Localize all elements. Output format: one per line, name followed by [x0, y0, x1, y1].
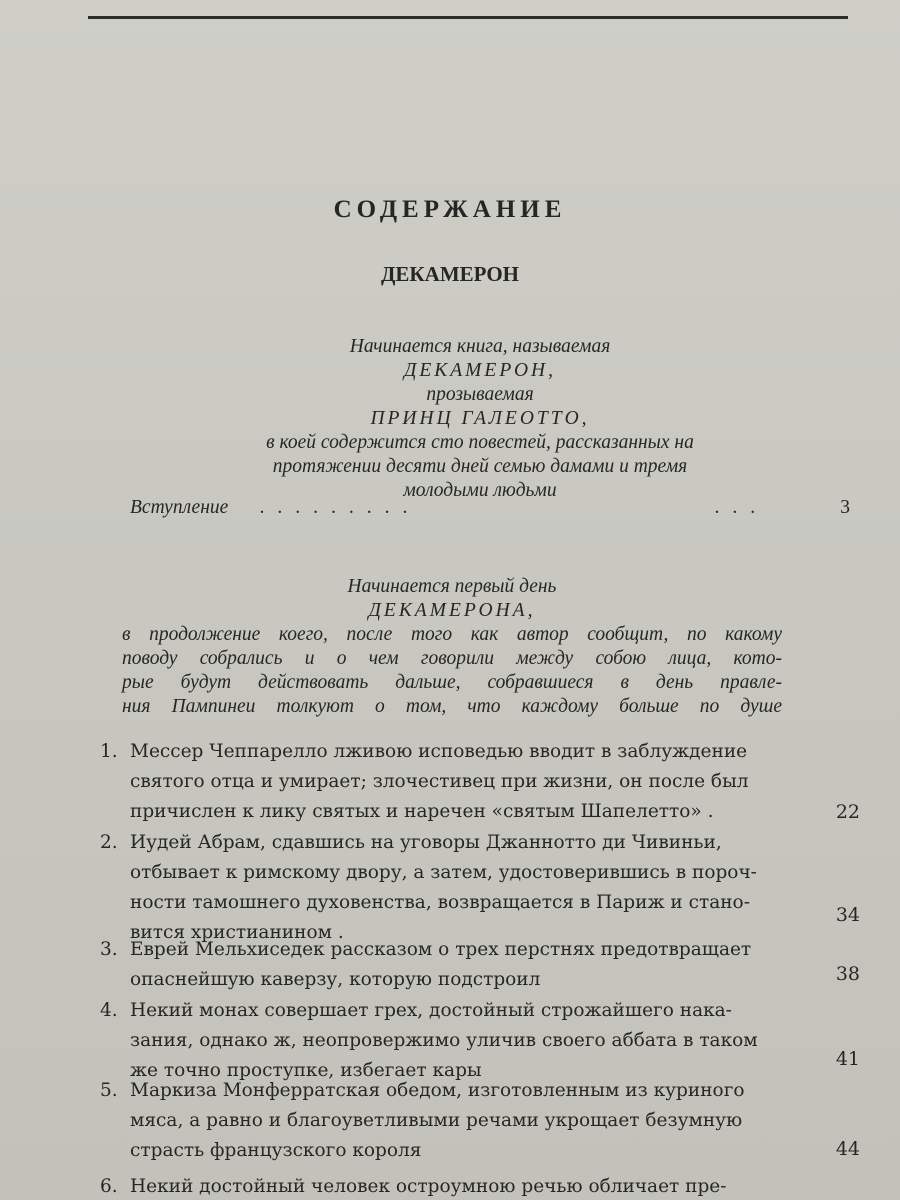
toc-story-6 — [100, 1172, 860, 1200]
preface-label: Вступление — [130, 497, 229, 518]
story-page-number: 41 — [835, 1048, 860, 1070]
leader-dots: ... — [715, 497, 769, 518]
story-page-number: 38 — [835, 963, 860, 985]
day-line: ДЕКАМЕРОНА, — [368, 600, 536, 621]
story-number: 2. — [100, 832, 118, 853]
story-number: 4. — [100, 1000, 118, 1021]
story-line: же точно проступке, избегает кары — [130, 1060, 482, 1081]
story-page-number: 34 — [835, 904, 860, 926]
story-number: 1. — [100, 741, 118, 762]
story-text — [130, 1172, 780, 1200]
story-line: Еврей Мельхиседек рассказом о трех перстнях предотвращает — [130, 939, 752, 960]
story-text — [130, 1076, 780, 1166]
story-line: зания, однако ж, неопровержимо уличив своего аббата в таком — [130, 1030, 758, 1051]
day-line: ния Пампинеи толкуют о том, что каждому больше по душе — [122, 696, 782, 717]
story-line: Иудей Абрам, сдавшись на уговоры Джаннотто ди Чивиньи, — [130, 832, 722, 853]
story-line: Мессер Чеппарелло лживою исповедью вводит в заблуждение — [130, 741, 748, 762]
story-line: вится христианином . — [130, 922, 344, 943]
story-line: Некий монах совершает грех, достойный строжайшего нака- — [130, 1000, 732, 1021]
intro-line: Начинается книга, называемая — [349, 336, 611, 357]
story-line: причислен к лику святых и наречен «святым Шапелетто» . — [130, 801, 714, 822]
day-line: Начинается первый день — [347, 576, 557, 597]
story-line: ности тамошнего духовенства, возвращается в Париж и стано- — [130, 892, 750, 913]
top-rule — [88, 16, 848, 19]
preface-entry — [130, 497, 855, 523]
toc-story-1 — [100, 737, 860, 827]
story-line: страсть французского короля — [130, 1140, 422, 1161]
story-line: отбывает к римскому двору, а затем, удостоверившись в пороч- — [130, 862, 757, 883]
day-line: поводу собрались и о чем говорили между собою лица, кото- — [122, 648, 782, 669]
story-number: 5. — [100, 1080, 118, 1101]
story-text — [130, 828, 780, 948]
day-line: в продолжение коего, после того как автор сообщит, по какому — [122, 624, 782, 645]
leader-dots: ......... — [260, 497, 421, 518]
story-page-number: 44 — [835, 1138, 860, 1160]
intro-line: ПРИНЦ ГАЛЕОТТО, — [370, 408, 590, 429]
story-line: мяса, а равно и благоуветливыми речами укрощает безумную — [130, 1110, 743, 1131]
toc-story-4 — [100, 996, 860, 1086]
toc-story-2 — [100, 828, 860, 948]
story-line: святого отца и умирает; злочестивец при жизни, он после был — [130, 771, 749, 792]
story-text — [130, 996, 780, 1086]
story-number: 3. — [100, 939, 118, 960]
story-line: Маркиза Монферратская обедом, изготовленным из куриного — [130, 1080, 745, 1101]
day-one-block — [122, 575, 782, 719]
story-text — [130, 737, 780, 827]
story-line: опаснейшую каверзу, которую подстроил — [130, 969, 541, 990]
story-number: 6. — [100, 1176, 118, 1197]
preface-page-number: 3 — [840, 497, 850, 518]
intro-line: протяжении десяти дней семью дамами и тремя — [272, 456, 688, 477]
intro-line: в коей содержится сто повестей, рассказанных на — [266, 432, 694, 453]
toc-story-3 — [100, 935, 860, 999]
book-title: ДЕКАМЕРОН — [380, 262, 520, 286]
contents-heading: СОДЕРЖАНИЕ — [333, 196, 567, 223]
story-page-number: 22 — [835, 801, 860, 823]
toc-story-5 — [100, 1076, 860, 1166]
intro-block — [120, 335, 840, 503]
day-line: рые будут действовать дальше, собравшиеся в день правле- — [122, 672, 782, 693]
intro-line: ДЕКАМЕРОН, — [403, 360, 557, 381]
story-text — [130, 935, 780, 995]
intro-line: прозываемая — [426, 384, 534, 405]
story-line: Некий достойный человек остроумною речью обличает пре- — [130, 1176, 727, 1197]
intro-line: молодыми людьми — [403, 480, 557, 501]
